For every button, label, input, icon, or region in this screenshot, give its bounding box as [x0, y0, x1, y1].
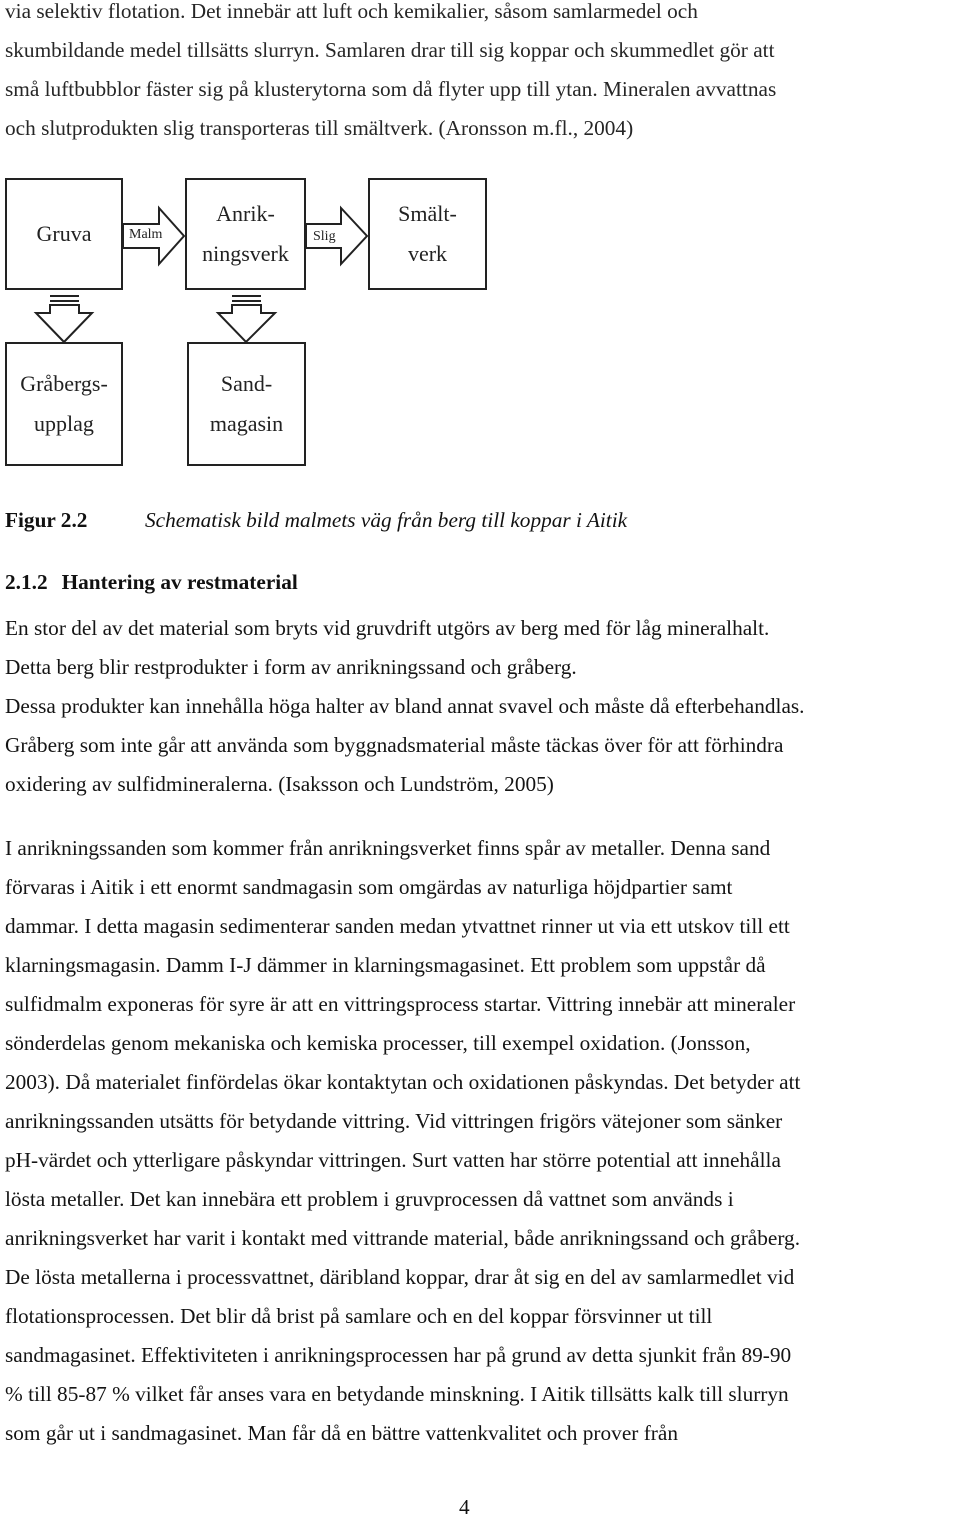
paragraph1-line-2: Detta berg blir restprodukter i form av anrikningssand och gråberg.: [5, 655, 577, 679]
figure-number: Figur 2.2: [5, 508, 88, 532]
sandmagasin-label-line1: Sand-: [220, 371, 273, 396]
intro-line-1: via selektiv flotation. Det innebär att luft och kemikalier, såsom samlarmedel och: [5, 0, 698, 23]
down-arrow-anrikningsverk: [218, 296, 275, 342]
box-smaltverk: [368, 178, 487, 290]
page-number: 4: [459, 1495, 470, 1519]
intro-line-4: och slutprodukten slig transporteras till smältverk. (Aronsson m.fl., 2004): [5, 116, 634, 140]
figure-caption-text: Schematisk bild malmets väg från berg till koppar i Aitik: [145, 508, 628, 532]
box-anrikningsverk: [185, 178, 306, 290]
paragraph1-line-1: En stor del av det material som bryts vid gruvdrift utgörs av berg med för låg mineralhalt.: [5, 616, 770, 640]
box-gruva: [5, 178, 123, 290]
smaltverk-label-line2: verk: [407, 241, 448, 266]
paragraph2-line-1: I anrikningssanden som kommer från anrikningsverket finns spår av metaller. Denna sand: [5, 836, 771, 860]
paragraph2-line-5: sulfidmalm exponeras för syre är att en vittringsprocess startar. Vittring innebär att mineraler: [5, 992, 796, 1016]
paragraph2-line-16: som går ut i sandmagasinet. Man får då en bättre vattenkvalitet och prover från: [5, 1421, 678, 1445]
paragraph1-line-4: Gråberg som inte går att använda som byggnadsmaterial måste täckas över för att förhindra: [5, 733, 784, 757]
down-arrow-gruva: [36, 296, 92, 342]
malm-label: Malm: [129, 227, 163, 242]
grabergsupplag-label-line1: Gråbergs-: [20, 371, 108, 396]
anrikningsverk-label-line1: Anrik-: [216, 201, 275, 226]
section-number: 2.1.2: [5, 570, 48, 594]
intro-line-3: små luftbubblor fäster sig på klusterytorna som då flyter upp till ytan. Mineralen avvattnas: [5, 77, 777, 101]
paragraph2-line-4: klarningsmagasin. Damm I-J dämmer in klarningsmagasinet. Ett problem som uppstår då: [5, 953, 766, 977]
paragraph2-line-8: anrikningssanden utsätts för betydande vittring. Vid vittringen frigörs vätejoner som sänker: [5, 1109, 783, 1133]
paragraph2-line-11: anrikningsverket har varit i kontakt med vittrande material, både anrikningssand och gråberg.: [5, 1226, 801, 1250]
box-sandmagasin: [187, 342, 306, 466]
anrikningsverk-label-line2: ningsverk: [202, 241, 289, 266]
paragraph2-line-6: sönderdelas genom mekaniska och kemiska processer, till exempel oxidation. (Jonsson,: [5, 1031, 751, 1055]
section-title: Hantering av restmaterial: [61, 570, 298, 594]
paragraph2-line-7: 2003). Då materialet finfördelas ökar kontaktytan och oxidationen påskyndas. Det betyder att: [5, 1070, 801, 1094]
gruva-label: Gruva: [36, 221, 92, 246]
section-heading: [5, 568, 298, 596]
paragraph2-line-9: pH-värdet och ytterligare påskyndar vittringen. Surt vatten har större potential att innehålla: [5, 1148, 781, 1172]
paragraph2-line-3: dammar. I detta magasin sedimenterar sanden medan ytvattnet rinner ut via ett utskov till ett: [5, 914, 790, 938]
paragraph2-line-13: flotationsprocessen. Det blir då brist på samlare och en del koppar försvinner ut till: [5, 1304, 713, 1328]
sandmagasin-label-line2: magasin: [209, 411, 284, 436]
paragraph2-line-14: sandmagasinet. Effektiviteten i anrikningsprocessen har på grund av detta sjunkit från 89-90: [5, 1343, 792, 1367]
paragraph2-line-12: De lösta metallerna i processvattnet, däribland koppar, drar åt sig en del av samlarmedlet vid: [5, 1265, 795, 1289]
paragraph1-line-3: Dessa produkter kan innehålla höga halter av bland annat svavel och måste då efterbehandlas.: [5, 694, 805, 718]
paragraph2-line-10: lösta metaller. Det kan innebära ett problem i gruvprocessen då vattnet som används i: [5, 1187, 734, 1211]
paragraph2-line-15: % till 85-87 % vilket får anses vara en betydande minskning. I Aitik tillsätts kalk till slurryn: [5, 1382, 789, 1406]
grabergsupplag-label-line2: upplag: [34, 411, 94, 436]
intro-line-2: skumbildande medel tillsätts slurryn. Samlaren drar till sig koppar och skummedlet gör att: [5, 38, 775, 62]
smaltverk-label-line1: Smält-: [398, 201, 457, 226]
slig-label: Slig: [313, 229, 336, 244]
figure-caption: [5, 506, 628, 534]
paragraph1-line-5: oxidering av sulfidmineralerna. (Isaksson och Lundström, 2005): [5, 772, 554, 796]
box-grabergsupplag: [5, 342, 123, 466]
paragraph2-line-2: förvaras i Aitik i ett enormt sandmagasin som omgärdas av naturliga höjdpartier samt: [5, 875, 733, 899]
